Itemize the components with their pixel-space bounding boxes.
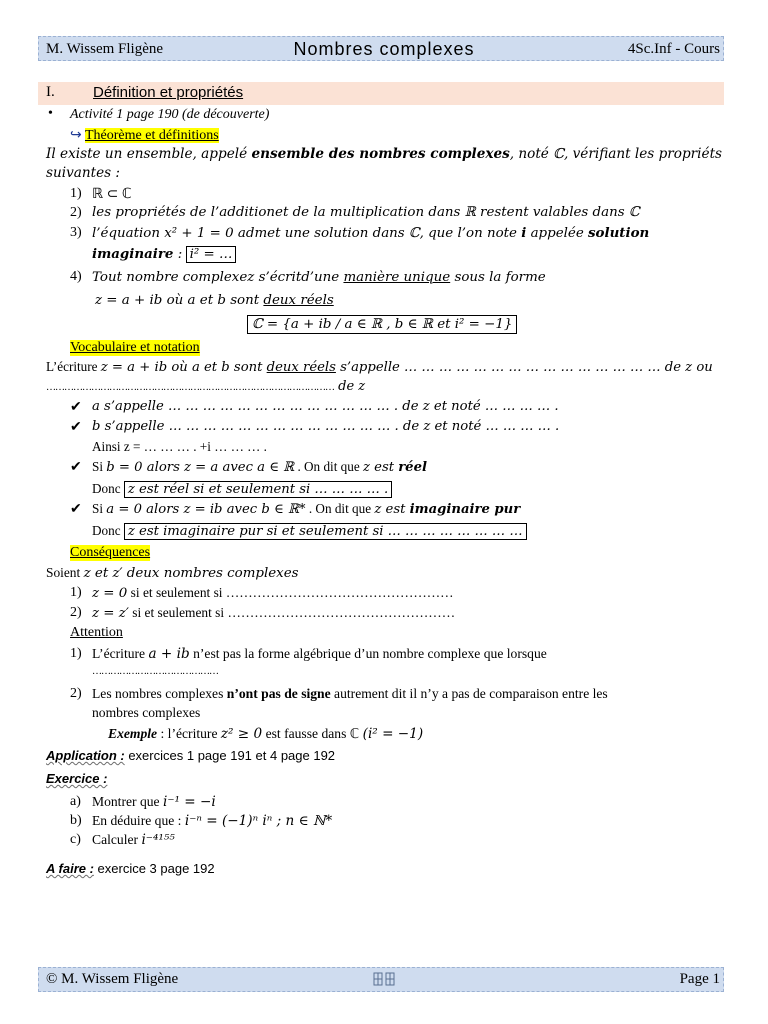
- ornament-icon: [372, 970, 396, 988]
- application-line: Application : exercices 1 page 191 et 4 page 192: [46, 748, 336, 763]
- theorem-label: Théorème et définitions: [84, 128, 219, 143]
- vocab-ainsi: Ainsi z = … … … . +i … … … .: [92, 439, 267, 454]
- imaginaire-box: z est imaginaire pur si et seulement si … … … … … … … …: [124, 523, 527, 540]
- vocab-donc2: Donc z est imaginaire pur si et seulement si … … … … … … … …: [92, 523, 527, 539]
- att1-line2: ……………………………………: [92, 666, 218, 677]
- ex-a-num: a): [70, 794, 81, 809]
- application-label: Application :: [46, 748, 125, 763]
- vocab-reel: Si b = 0 alors z = a avec a ∈ ℝ . On dit que z est réel: [92, 459, 427, 475]
- prop3-num: 3): [70, 225, 82, 240]
- ex-c-num: c): [70, 832, 81, 847]
- prop2-num: 2): [70, 205, 82, 220]
- header-author: M. Wissem Fligène: [46, 41, 164, 57]
- prop4-text: Tout nombre complexez s’écritd’une manière unique sous la forme: [92, 270, 546, 285]
- consequences-heading: Conséquences: [70, 545, 151, 560]
- ex-b-text: En déduire que : i⁻ⁿ = (−1)ⁿ iⁿ ; n ∈ ℕ*: [92, 813, 333, 829]
- att2-line2: nombres complexes: [92, 705, 201, 720]
- bullet: •: [48, 106, 53, 121]
- prop3-text: l’équation x² + 1 = 0 admet une solution dans ℂ, que l’on note i appelée solution: [92, 225, 650, 241]
- ex-b-num: b): [70, 813, 82, 828]
- vocab-line1: L’écriture z = a + ib où a et b sont deux réels s’appelle … … … … … … … … … … … … … … … de z ou: [46, 359, 713, 375]
- att1-text: L’écriture a + ib n’est pas la forme algébrique d’un nombre complexe que lorsque: [92, 646, 547, 662]
- theorem-heading: [70, 127, 219, 144]
- ex-c-text: Calculer i⁻⁴¹⁵⁵: [92, 832, 175, 848]
- header-title: Nombres complexes: [293, 39, 475, 59]
- check-icon: ✔: [70, 502, 82, 517]
- prop3-box: i² = …: [186, 246, 237, 263]
- attention-heading: Attention: [70, 625, 123, 640]
- att1-num: 1): [70, 646, 82, 661]
- vocab-a: a s’appelle … … … … … … … … … … … … … . de z et noté … … … … .: [92, 399, 559, 414]
- vocab-imaginaire: Si a = 0 alors z = ib avec b ∈ ℝ* . On dit que z est imaginaire pur: [92, 501, 521, 517]
- todo-line: A faire : exercice 3 page 192: [46, 861, 215, 876]
- consequences-line: Soient z et z′ deux nombres complexes: [46, 565, 299, 581]
- section-title: Définition et propriétés: [93, 84, 244, 101]
- header-course: 4Sc.Inf - Cours: [627, 41, 720, 57]
- arrow-icon: ↪: [70, 128, 82, 143]
- prop2-text: les propriétés de l’additionet de la multiplication dans ℝ restent valables dans ℂ: [92, 205, 640, 220]
- cons1-num: 1): [70, 585, 82, 600]
- example-line: Exemple : l’écriture z² ≥ 0 est fausse dans ℂ (i² = −1): [108, 726, 424, 742]
- check-icon: ✔: [70, 400, 82, 415]
- activity-text: Activité 1 page 190 (de découverte): [70, 107, 270, 122]
- prop3-line2: imaginaire : i² = …: [92, 246, 236, 262]
- intro-line2: suivantes :: [46, 165, 121, 181]
- footer-copyright: © M. Wissem Fligène: [46, 971, 179, 987]
- prop4-line2: z = a + ib où a et b sont deux réels: [95, 293, 334, 308]
- reel-box: z est réel si et seulement si … … … … .: [124, 481, 392, 498]
- footer-page: Page 1: [679, 971, 720, 987]
- vocab-donc1: Donc z est réel si et seulement si … … … … .: [92, 481, 392, 497]
- exercise-label: Exercice :: [46, 771, 108, 786]
- prop1-num: 1): [70, 186, 82, 201]
- prop4-num: 4): [70, 269, 82, 284]
- ex-a-text: Montrer que i⁻¹ = −i: [92, 794, 216, 810]
- cons1-text: z = 0 si et seulement si ……………………………………………: [92, 585, 454, 601]
- vocab-b: b s’appelle … … … … … … … … … … … … … . de z et noté … … … … .: [92, 419, 560, 434]
- section-number: I.: [46, 84, 55, 100]
- prop1-text: ℝ ⊂ ℂ: [92, 187, 132, 202]
- cons2-text: z = z′ si et seulement si ……………………………………………: [92, 605, 456, 621]
- vocab-line2: …………………………………………………………………………………… de z: [46, 379, 366, 394]
- vocab-heading: Vocabulaire et notation: [70, 340, 200, 355]
- cons2-num: 2): [70, 605, 82, 620]
- complex-set-box: ℂ = {a + ib / a ∈ ℝ , b ∈ ℝ et i² = −1}: [247, 315, 517, 334]
- att2-num: 2): [70, 686, 82, 701]
- intro-line1: Il existe un ensemble, appelé ensemble des nombres complexes, noté ℂ, vérifiant les propriéts: [46, 146, 723, 162]
- check-icon: ✔: [70, 460, 82, 475]
- att2-text: Les nombres complexes n’ont pas de signe autrement dit il n’y a pas de comparaison entre les: [92, 686, 608, 701]
- todo-label: A faire :: [46, 861, 94, 876]
- check-icon: ✔: [70, 420, 82, 435]
